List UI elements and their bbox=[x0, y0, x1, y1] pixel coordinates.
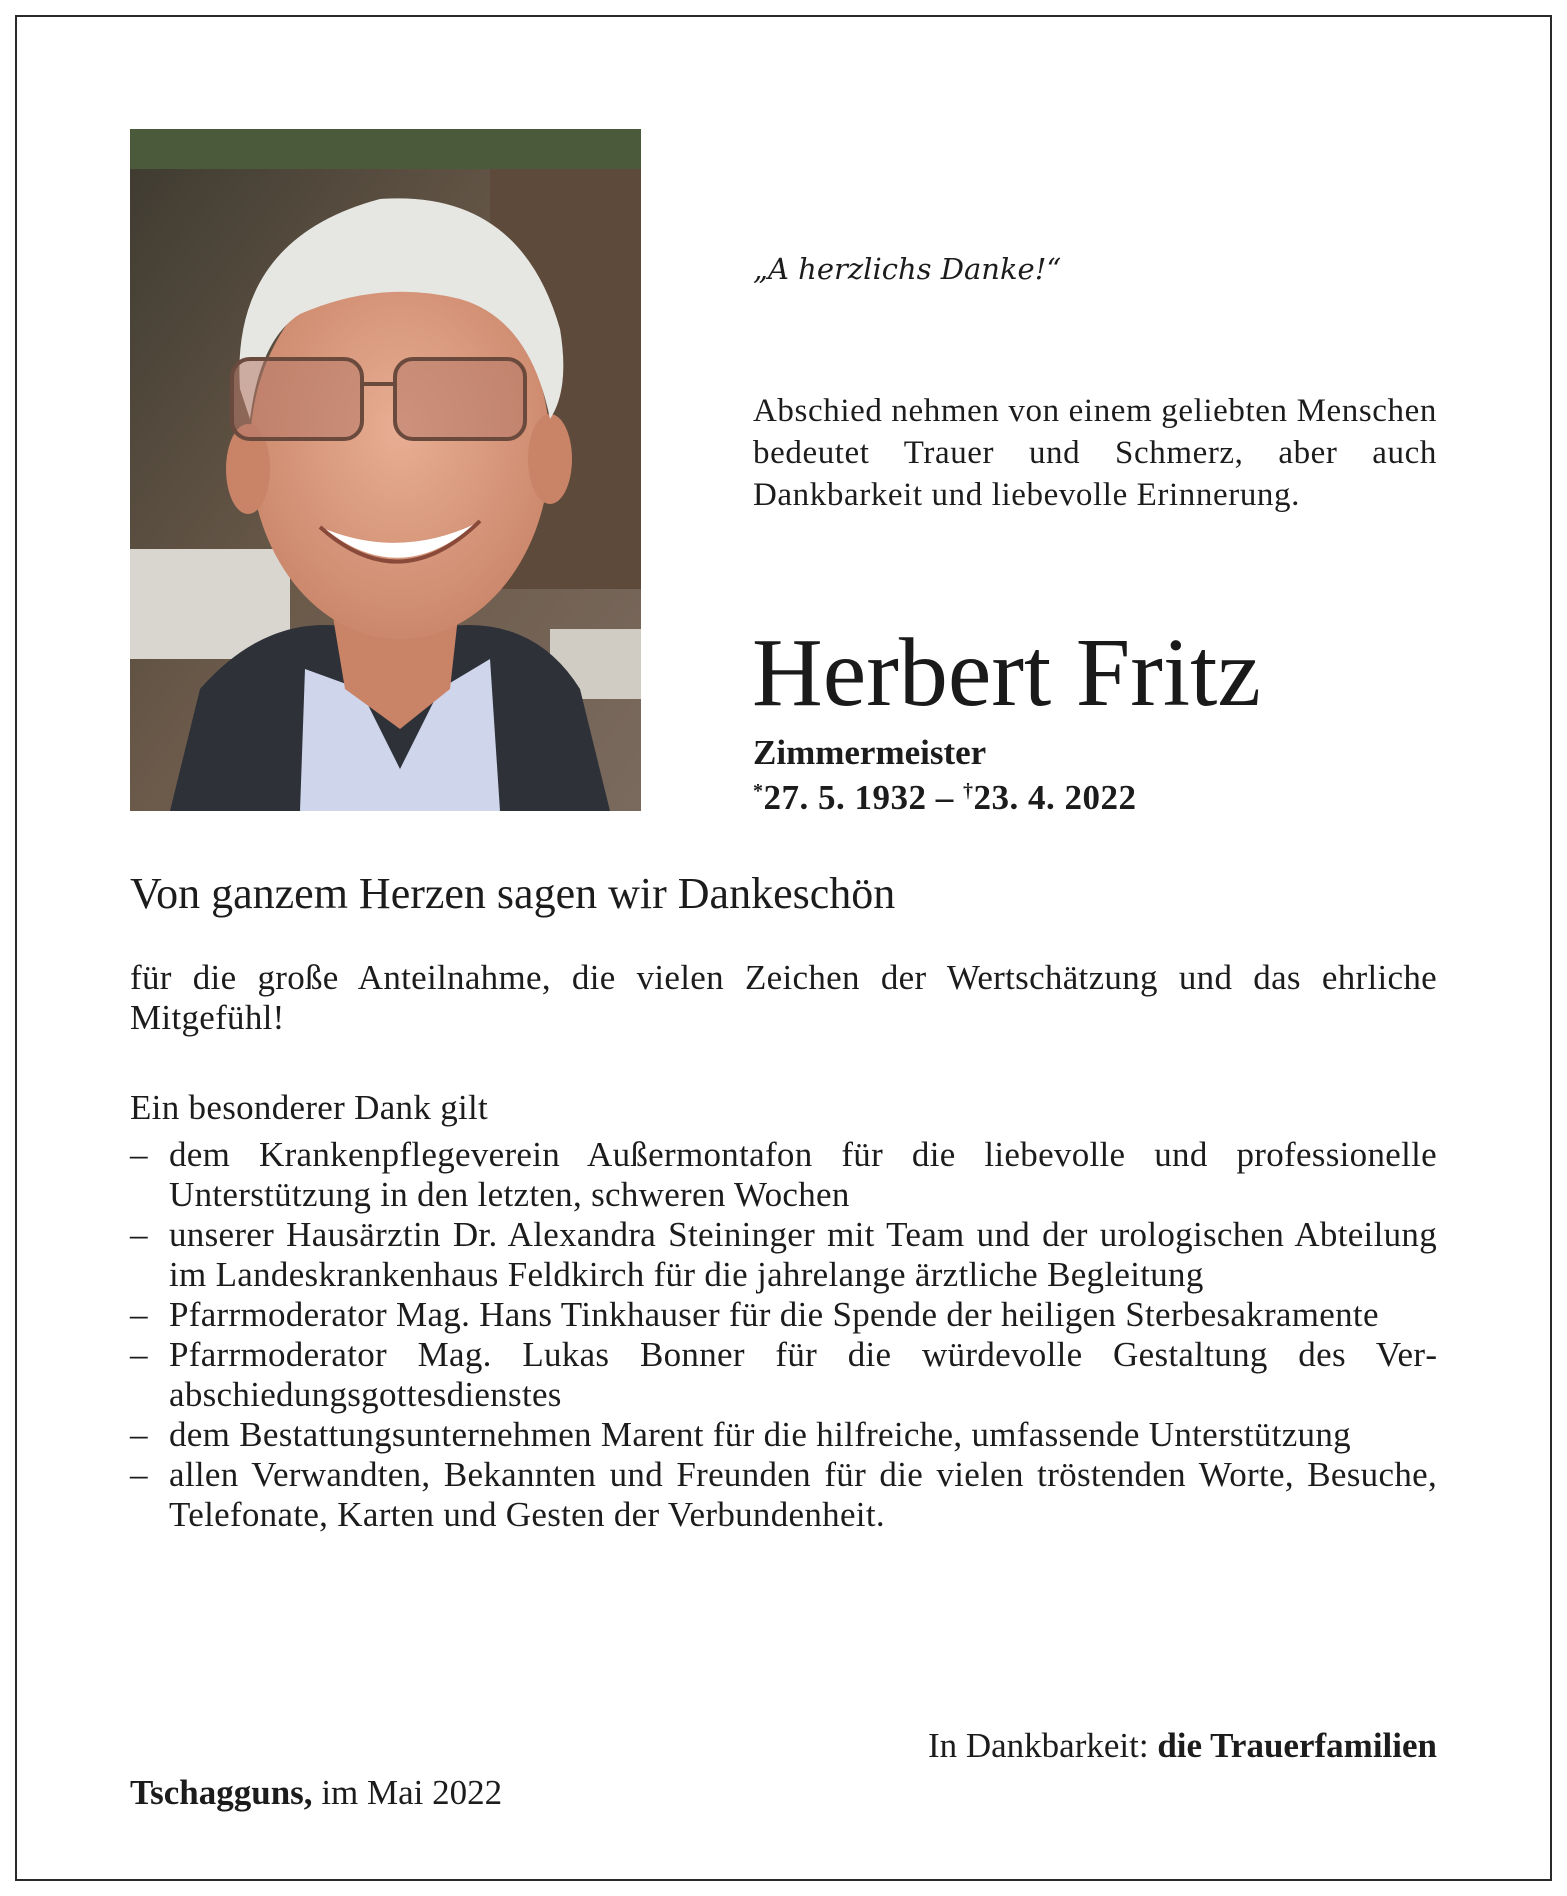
sign-off bbox=[928, 1726, 1437, 1766]
deceased-name: Herbert Fritz bbox=[752, 619, 1261, 727]
special-thanks-list bbox=[130, 1135, 1437, 1535]
list-item-text: Pfarrmoderator Mag. Hans Tinkhauser für die Spende der heiligen Sterbesakramente bbox=[169, 1295, 1379, 1334]
list-dash: – bbox=[130, 1215, 148, 1254]
list-dash: – bbox=[130, 1295, 148, 1334]
list-item bbox=[130, 1415, 1437, 1455]
birth-symbol: * bbox=[753, 780, 764, 802]
list-item-text: dem Bestattungsunternehmen Marent für die hilfreiche, umfassende Unterstützung bbox=[169, 1415, 1351, 1454]
portrait-photo bbox=[130, 129, 641, 811]
list-item bbox=[130, 1335, 1437, 1415]
list-item bbox=[130, 1455, 1437, 1535]
signatories: die Trauerfamilien bbox=[1157, 1726, 1437, 1765]
portrait-illustration bbox=[130, 129, 641, 811]
list-item-text: unserer Hausärztin Dr. Alexandra Steininger mit Team und der urologischen Abteilung im Landeskrankenhaus Feldkirch für die jahrelange ärztliche Begleitung bbox=[169, 1215, 1437, 1294]
list-item bbox=[130, 1135, 1437, 1215]
quote: „A herzlichs Danke!“ bbox=[753, 252, 1062, 286]
list-item bbox=[130, 1295, 1437, 1335]
sign-off-prefix: In Dankbarkeit: bbox=[927, 1726, 1158, 1765]
list-dash: – bbox=[130, 1415, 148, 1454]
list-dash: – bbox=[130, 1455, 148, 1494]
special-thanks-intro: Ein besonderer Dank gilt bbox=[130, 1088, 489, 1127]
list-item-text: allen Verwandten, Bekannten und Freunden für die vielen tröstenden Worte, Besuche, Telefonate, Karten und Gesten der Verbundenheit. bbox=[169, 1455, 1437, 1534]
place-date bbox=[130, 1773, 502, 1813]
list-dash: – bbox=[130, 1135, 148, 1174]
thanks-heading: Von ganzem Herzen sagen wir Dankeschön bbox=[130, 869, 896, 918]
date-separator: – bbox=[926, 778, 963, 817]
death-symbol: † bbox=[963, 780, 974, 802]
life-dates bbox=[753, 778, 1137, 818]
birth-date: 27. 5. 1932 bbox=[763, 778, 927, 817]
list-item bbox=[130, 1215, 1437, 1295]
death-date: 23. 4. 2022 bbox=[973, 778, 1137, 817]
list-item-text: Pfarrmoderator Mag. Lukas Bonner für die würdevolle Gestaltung des Verabschiedungsgottesdienstes bbox=[169, 1335, 1437, 1414]
list-dash: – bbox=[130, 1335, 148, 1374]
list-item-text: dem Krankenpflegeverein Außermontafon für die liebevolle und professionelle Unterstützung in den letzten, schweren Wochen bbox=[169, 1135, 1437, 1214]
intro-text: Abschied nehmen von einem geliebten Menschen bedeutet Trauer und Schmerz, aber auch Dankbarkeit und liebevolle Erinnerung. bbox=[753, 393, 1437, 513]
thanks-paragraph: für die große Anteilnahme, die vielen Zeichen der Wertschätzung und das ehrliche Mitgefühl! bbox=[130, 958, 1437, 1037]
place: Tschagguns, bbox=[130, 1773, 313, 1812]
date: im Mai 2022 bbox=[312, 1773, 503, 1812]
profession: Zimmermeister bbox=[753, 733, 987, 772]
